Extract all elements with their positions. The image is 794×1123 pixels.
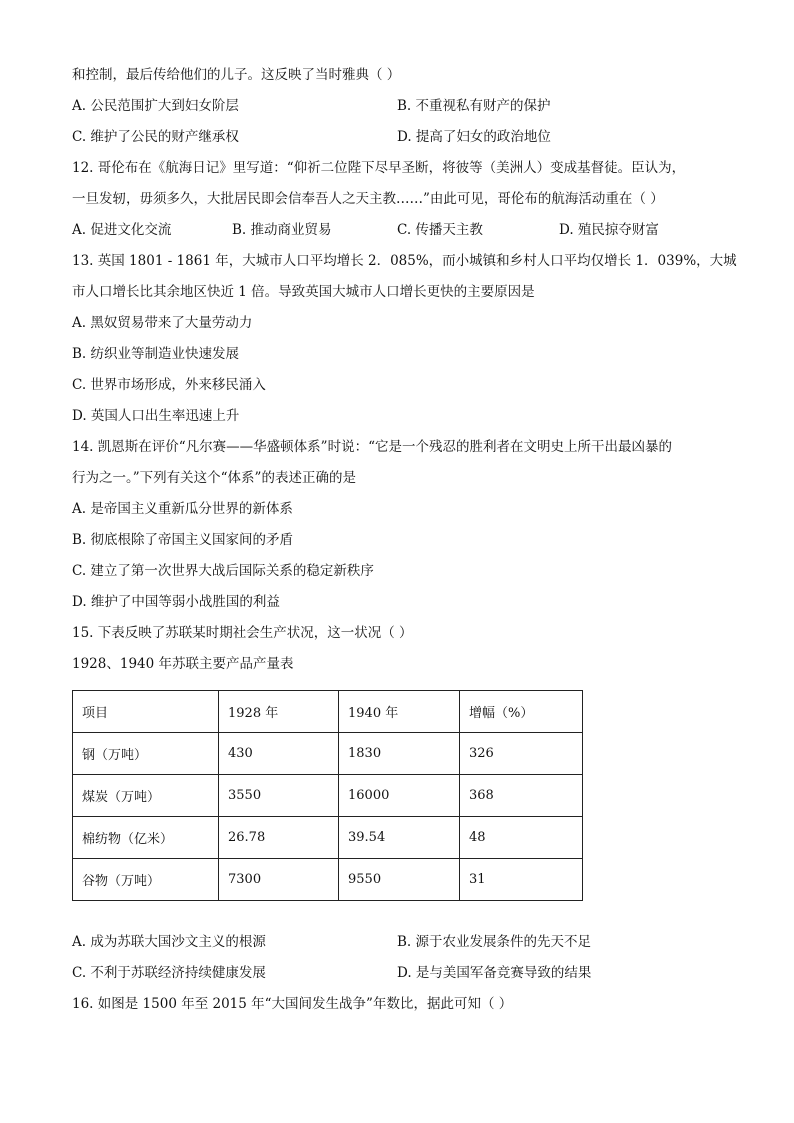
table-cell: 31 (460, 859, 583, 901)
table-row (73, 817, 583, 859)
q11-stem: 和控制，最后传给他们的儿子。这反映了当时雅典（ ） (72, 67, 401, 83)
q14-stem-line1: 14. 凯恩斯在评价“凡尔赛——华盛顿体系”时说：“它是一个残忍的胜利者在文明史上所干出最凶暴的 (72, 439, 672, 455)
table-row (73, 775, 583, 817)
q16-stem: 16. 如图是 1500 年至 2015 年“大国间发生战争”年数比，据此可知（ ） (72, 996, 513, 1012)
table-cell: 9550 (339, 859, 460, 901)
table-row (73, 859, 583, 901)
q13-stem-line1: 13. 英国 1801 - 1861 年，大城市人口平均增长 2．085%，而小城镇和乡村人口平均仅增长 1．039%，大城 (72, 253, 737, 269)
q15-stem: 15. 下表反映了苏联某时期社会生产状况，这一状况（ ） (72, 625, 413, 641)
q11-option-b[interactable]: B. 不重视私有财产的保护 (397, 98, 551, 114)
q15-table-caption: 1928、1940 年苏联主要产品产量表 (72, 656, 294, 672)
table-cell: 48 (460, 817, 583, 859)
table-header-cell: 1928 年 (219, 691, 339, 733)
q15-option-d[interactable]: D. 是与美国军备竞赛导致的结果 (397, 965, 592, 981)
table-cell: 368 (460, 775, 583, 817)
q11-option-c[interactable]: C. 维护了公民的财产继承权 (72, 129, 239, 145)
table-header-cell: 项目 (73, 691, 219, 733)
table-cell: 430 (219, 733, 339, 775)
q12-option-c[interactable]: C. 传播天主教 (397, 222, 483, 238)
q11-option-d[interactable]: D. 提高了妇女的政治地位 (397, 129, 551, 145)
table-cell: 39.54 (339, 817, 460, 859)
table-cell: 1830 (339, 733, 460, 775)
q13-option-c[interactable]: C. 世界市场形成，外来移民涌入 (72, 377, 266, 393)
q12-option-a[interactable]: A. 促进文化交流 (72, 222, 172, 238)
q15-option-c[interactable]: C. 不利于苏联经济持续健康发展 (72, 965, 266, 981)
table-cell: 16000 (339, 775, 460, 817)
q12-option-b[interactable]: B. 推动商业贸易 (232, 222, 332, 238)
q13-option-a[interactable]: A. 黑奴贸易带来了大量劳动力 (72, 315, 253, 331)
q12-options (72, 219, 722, 250)
q15-options (72, 931, 722, 993)
q13-option-b[interactable]: B. 纺织业等制造业快速发展 (72, 346, 240, 362)
q12-stem-line2: 一旦发轫，毋须多久，大批居民即会信奉吾人之天主教……”由此可见，哥伦布的航海活动重在（ ） (72, 191, 664, 207)
table-row (73, 733, 583, 775)
table-cell: 钢（万吨） (73, 733, 219, 775)
q14-option-d[interactable]: D. 维护了中国等弱小战胜国的利益 (72, 594, 280, 610)
q13-stem-line2: 市人口增长比其余地区快近 1 倍。导致英国大城市人口增长更快的主要原因是 (72, 284, 535, 300)
q15-option-b[interactable]: B. 源于农业发展条件的先天不足 (397, 934, 592, 950)
production-table (72, 690, 583, 901)
table-cell: 棉纺物（亿米） (73, 817, 219, 859)
table-header-cell: 增幅（%） (460, 691, 583, 733)
q14-stem-line2: 行为之一。”下列有关这个“体系”的表述正确的是 (72, 470, 356, 486)
table-cell: 26.78 (219, 817, 339, 859)
table-cell: 7300 (219, 859, 339, 901)
q14-option-c[interactable]: C. 建立了第一次世界大战后国际关系的稳定新秩序 (72, 563, 374, 579)
table-header-cell: 1940 年 (339, 691, 460, 733)
q12-stem-line1: 12. 哥伦布在《航海日记》里写道：“仰祈二位陛下尽早圣断，将彼等（美洲人）变成基督徒。臣认为， (72, 160, 686, 176)
q14-option-b[interactable]: B. 彻底根除了帝国主义国家间的矛盾 (72, 532, 294, 548)
q14-option-a[interactable]: A. 是帝国主义重新瓜分世界的新体系 (72, 501, 293, 517)
table-header-row (73, 691, 583, 733)
q11-options-row2 (72, 126, 722, 157)
q11-option-a[interactable]: A. 公民范围扩大到妇女阶层 (72, 98, 239, 114)
table-cell: 3550 (219, 775, 339, 817)
q15-options-row1 (72, 931, 722, 962)
q11-options-row1 (72, 95, 722, 126)
table-cell: 326 (460, 733, 583, 775)
q15-options-row2 (72, 962, 722, 993)
table-cell: 谷物（万吨） (73, 859, 219, 901)
q13-option-d[interactable]: D. 英国人口出生率迅速上升 (72, 408, 240, 424)
q15-option-a[interactable]: A. 成为苏联大国沙文主义的根源 (72, 934, 266, 950)
table-cell: 煤炭（万吨） (73, 775, 219, 817)
q12-option-d[interactable]: D. 殖民掠夺财富 (559, 222, 659, 238)
exam-page (72, 64, 737, 1024)
